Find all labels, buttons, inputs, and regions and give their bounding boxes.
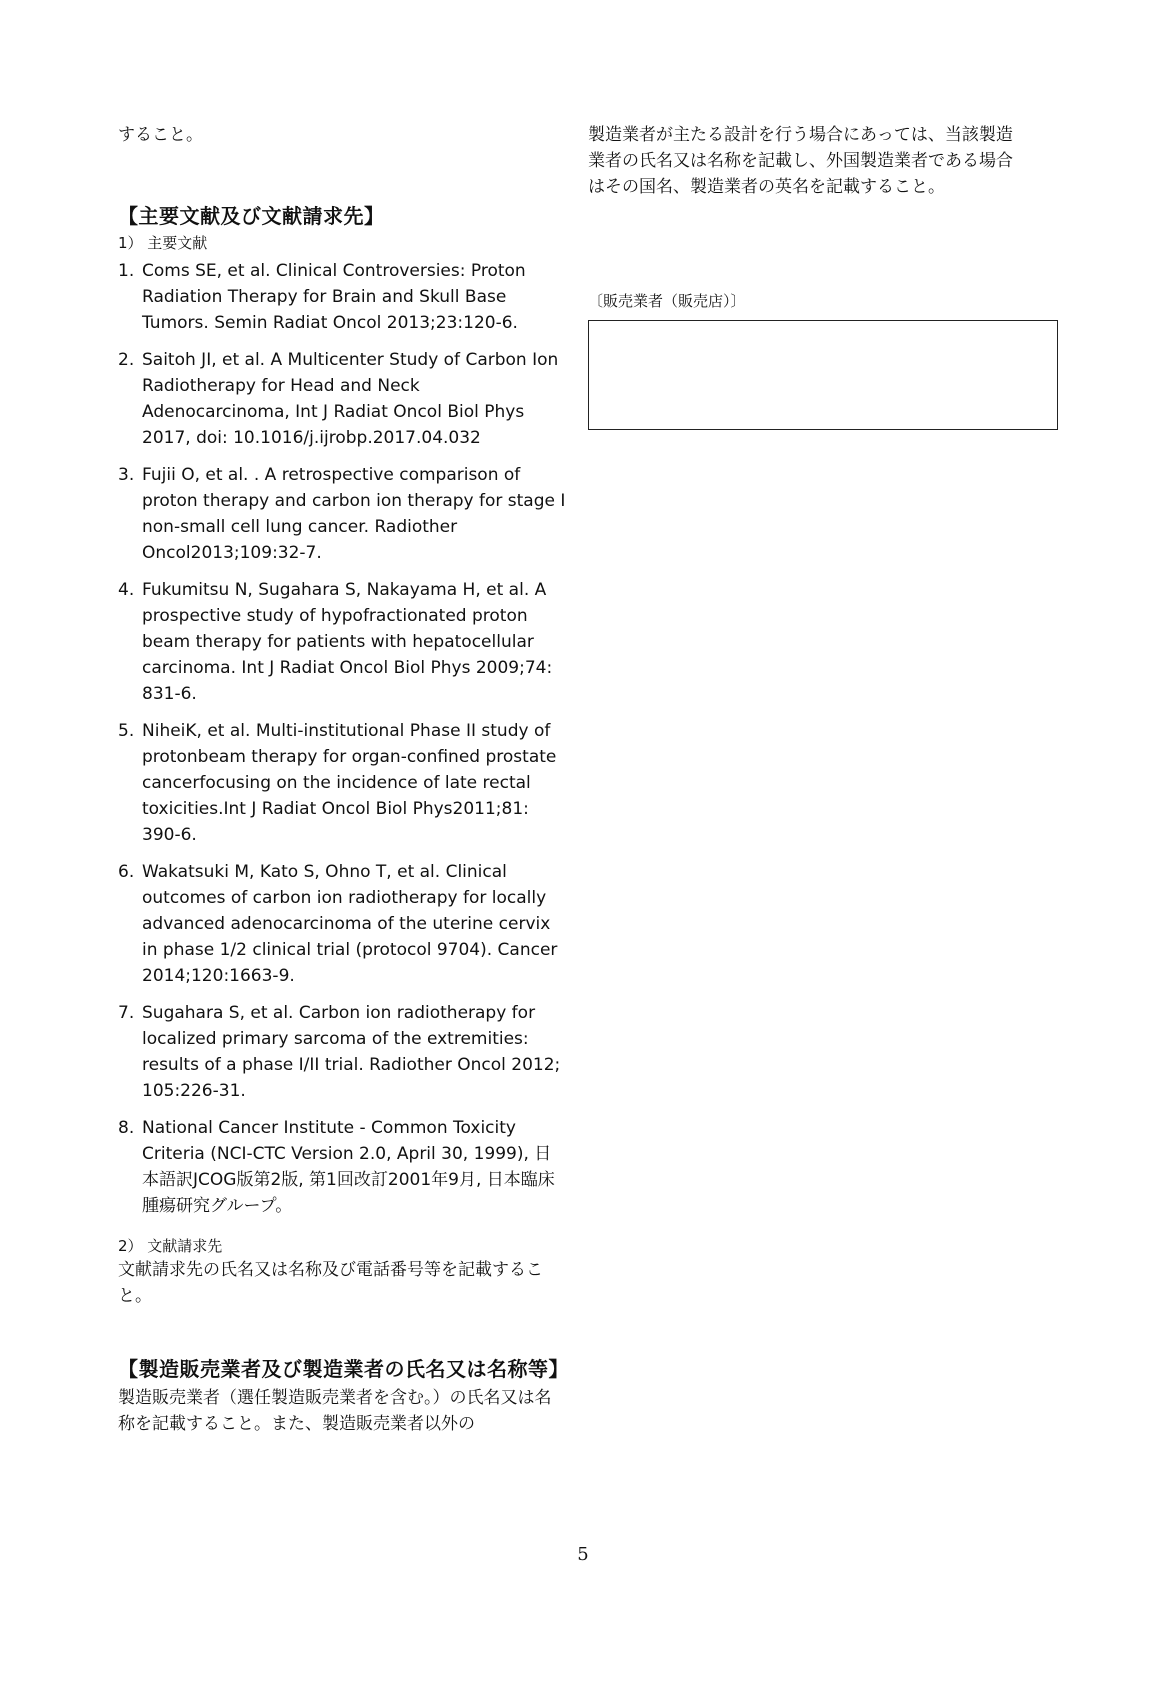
ref-number: 8. (118, 1118, 135, 1138)
continuation-text: 製造業者が主たる設計を行う場合にあっては、当該製造業者の氏名又は名称を記載し、外国製造業者である場合はその国名、製造業者の英名を記載すること。 (588, 125, 1013, 197)
manufacturer-heading: 【製造販売業者及び製造業者の氏名又は名称等】 (118, 1357, 569, 1381)
references-heading: 【主要文献及び文献請求先】 (118, 204, 385, 228)
refs-subheading: 1） 主要文献 (118, 234, 208, 252)
list-item (118, 1115, 568, 1219)
ref-number: 2. (118, 350, 135, 370)
opening-text: すること。 (118, 125, 203, 145)
ref-number: 3. (118, 465, 135, 485)
ref-text: Coms SE, et al. Clinical Controversies: Proton Radiation Therapy for Brain and Skull Base Tumors. Semin Radiat Oncol 2013;23:120-6. (142, 261, 526, 333)
page-number: 5 (577, 1544, 589, 1565)
list-item (118, 577, 568, 707)
ref-text: National Cancer Institute - Common Toxicity Criteria (NCI-CTC Version 2.0, April 30, 1999), 日本語訳JCOG版第2版, 第1回改訂2001年9月, 日本臨床腫瘍研究グループ。 (142, 1118, 555, 1216)
list-item (118, 462, 568, 566)
ref-text: Saitoh JI, et al. A Multicenter Study of Carbon Ion Radiotherapy for Head and Neck Adenocarcinoma, Int J Radiat Oncol Biol Phys 2017, doi: 10.1016/j.ijrobp.2017.04.032 (142, 350, 559, 448)
request-text: 文献請求先の氏名又は名称及び電話番号等を記載すること。 (118, 1260, 543, 1306)
ref-number: 4. (118, 580, 135, 600)
references-list (118, 258, 568, 1219)
vendor-box (588, 320, 1058, 430)
list-item (118, 718, 568, 848)
left-column (118, 122, 568, 1437)
list-item (118, 258, 568, 336)
ref-text: NiheiK, et al. Multi-institutional Phase II study of protonbeam therapy for organ-confined prostate cancerfocusing on the incidence of late rectal toxicities.Int J Radiat Oncol Biol Phys2011;81: 390-6. (142, 721, 557, 845)
ref-text: Fujii O, et al. . A retrospective comparison of proton therapy and carbon ion therapy for stage I non-small cell lung cancer. Radiother Oncol2013;109:32-7. (142, 465, 566, 563)
manufacturer-text: 製造販売業者（選任製造販売業者を含む。）の氏名又は名称を記載すること。また、製造販売業者以外の (118, 1388, 552, 1434)
list-item (118, 1000, 568, 1104)
ref-number: 5. (118, 721, 135, 741)
request-subheading: 2） 文献請求先 (118, 1237, 223, 1255)
ref-number: 7. (118, 1003, 135, 1023)
ref-number: 1. (118, 261, 135, 281)
vendor-label: 〔販売業者（販売店）〕 (588, 292, 746, 310)
ref-number: 6. (118, 862, 135, 882)
list-item (118, 859, 568, 989)
ref-text: Fukumitsu N, Sugahara S, Nakayama H, et al. A prospective study of hypofractionated proton beam therapy for patients with hepatocellular carcinoma. Int J Radiat Oncol Biol Phys 2009;74: 831-6. (142, 580, 553, 704)
list-item (118, 347, 568, 451)
ref-text: Sugahara S, et al. Carbon ion radiotherapy for localized primary sarcoma of the extremities: results of a phase I/II trial. Radiother Oncol 2012; 105:226-31. (142, 1003, 561, 1101)
ref-text: Wakatsuki M, Kato S, Ohno T, et al. Clinical outcomes of carbon ion radiotherapy for locally advanced adenocarcinoma of the uterine cervix in phase 1/2 clinical trial (protocol 9704). Cancer 2014;120:1663-9. (142, 862, 558, 986)
right-column (588, 122, 1028, 430)
